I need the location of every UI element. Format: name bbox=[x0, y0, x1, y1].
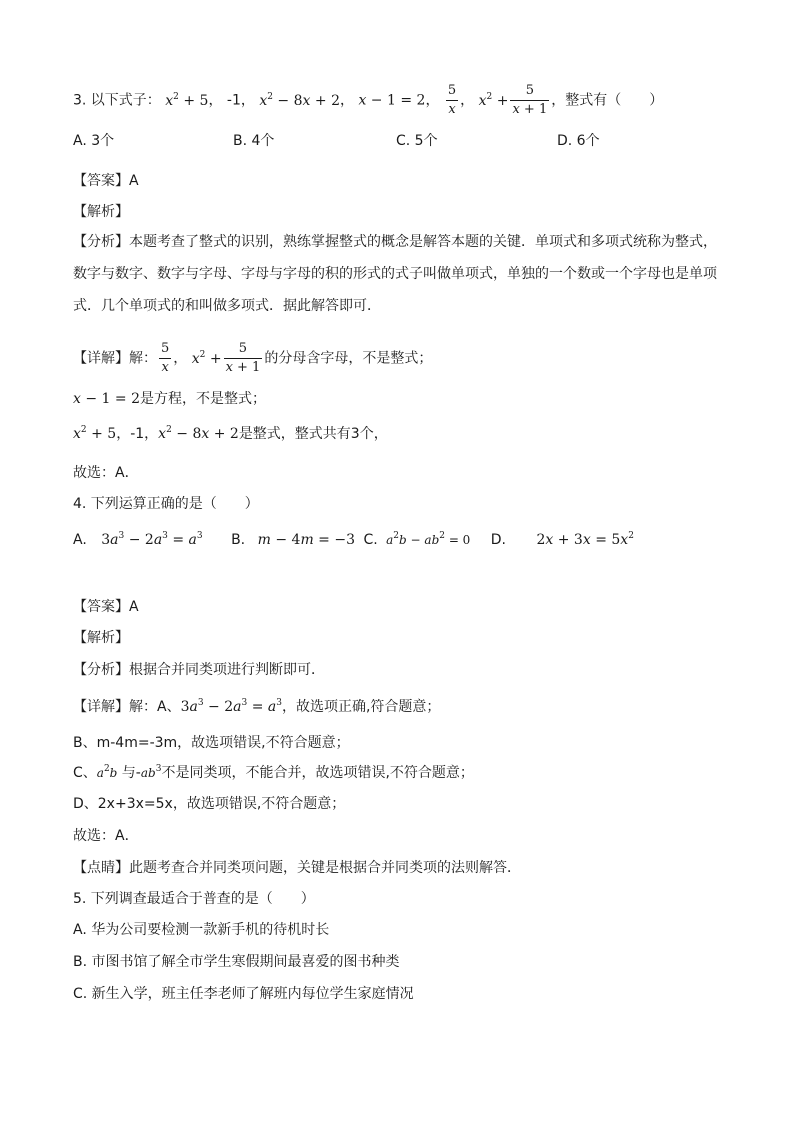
q4-answer: 【答案】A bbox=[73, 599, 139, 615]
q5-stem: 5. 下列调查最适合于普查的是（ ） bbox=[73, 891, 315, 907]
q4-guxuan: 故选：A． bbox=[73, 828, 139, 844]
q3-option-b: B. 4个 bbox=[233, 133, 275, 149]
expr-x2-plus-5-over-x1: $x^2$ + bbox=[478, 91, 509, 109]
q3-xiangjie-line-3: $x^2 + 5$，-1，$x^2 - 8x + 2$是整式，整式共有3个， bbox=[73, 425, 388, 442]
q3-xiangjie-line-2: x − 1 = 2是方程，不是整式； bbox=[73, 391, 266, 407]
q5-option-c: C. 新生入学，班主任李老师了解班内每位学生家庭情况 bbox=[73, 986, 414, 1002]
q4-jiexi: 【解析】 bbox=[73, 630, 129, 646]
q4-option-c-expr: $a^2b - ab^2 = 0$ bbox=[386, 531, 471, 547]
q4-stem: 4. 下列运算正确的是（ ） bbox=[73, 496, 259, 512]
q3-option-d: D. 6个 bbox=[557, 133, 600, 149]
q4-option-b-expr: m − 4m = −3 bbox=[257, 532, 355, 548]
q4-option-c-label: C. bbox=[363, 532, 378, 548]
q3-fenxi-line-1: 【分析】本题考查了整式的识别，熟练掌握整式的概念是解答本题的关键．单项式和多项式统称为整式， bbox=[73, 234, 717, 250]
expr-neg1: -1 bbox=[226, 92, 241, 109]
q4-options bbox=[73, 530, 634, 550]
q4-option-a-expr: $3a^3 - 2a^3 = a^3$ bbox=[101, 531, 203, 548]
q3-answer: 【答案】A bbox=[73, 173, 139, 189]
q3-stem-prefix: 3. 以下式子： bbox=[73, 92, 161, 109]
q3-option-c: C. 5个 bbox=[396, 133, 438, 149]
q3-stem: 3. 以下式子： $x^2 + 5$， -1， $x^2 - 8x + 2$， x − 1 = 2， $\frac{5}{x}$ ， $x^2$ + $\frac{5}{x + 1}$ ，整式有（ ） bbox=[73, 83, 664, 117]
q4-line-b: B、m-4m=-3m，故选项错误,不符合题意； bbox=[73, 735, 350, 751]
q4-line-d: D、2x+3x=5x，故选项错误,不符合题意； bbox=[73, 796, 346, 812]
q4-line-c: C、$a^2b$ 与$-ab^3$不是同类项，不能合并，故选项错误,不符合题意； bbox=[73, 764, 474, 781]
q4-option-d-label: D. bbox=[490, 532, 507, 548]
q5-option-b: B. 市图书馆了解全市学生寒假期间最喜爱的图书种类 bbox=[73, 954, 400, 970]
q3-fenxi-line-3: 式．几个单项式的和叫做多项式．据此解答即可． bbox=[73, 298, 381, 314]
q3-guxuan: 故选：A． bbox=[73, 465, 139, 481]
q4-option-a-label: A. bbox=[73, 532, 87, 548]
q4-fenxi: 【分析】根据合并同类项进行判断即可． bbox=[73, 662, 325, 678]
expr-x2-plus-5: $x^2 + 5$ bbox=[165, 91, 209, 109]
q4-option-b-label: B. bbox=[231, 532, 246, 548]
q4-dianjing: 【点睛】此题考查合并同类项问题，关键是根据合并同类项的法则解答． bbox=[73, 860, 521, 876]
q4-xiangjie-line-a: 【详解】解：A、$3a^3 - 2a^3 = a^3$，故选项正确,符合题意； bbox=[73, 698, 441, 715]
fraction-5-over-x: $\frac{5}{x}$ bbox=[447, 83, 457, 117]
q3-option-a: A. 3个 bbox=[73, 133, 115, 149]
expr-x-1-eq-2: x − 1 = 2 bbox=[358, 92, 426, 109]
q5-option-a: A. 华为公司要检测一款新手机的待机时长 bbox=[73, 922, 330, 938]
q3-fenxi-line-2: 数字与数字、数字与字母、字母与字母的积的形式的式子叫做单项式，单独的一个数或一个字母也是单项 bbox=[73, 266, 717, 282]
expr-x2-8x-2: $x^2 - 8x + 2$ bbox=[259, 91, 340, 109]
q3-jiexi: 【解析】 bbox=[73, 204, 129, 220]
q4-option-d-expr: $2x + 3x = 5x^2$ bbox=[536, 531, 634, 548]
q3-xiangjie-line-1: 【详解】解： $\frac{5}{x}$ ， $x^2$ + $\frac{5}{x + 1}$ 的分母含字母，不是整式； bbox=[73, 341, 433, 375]
